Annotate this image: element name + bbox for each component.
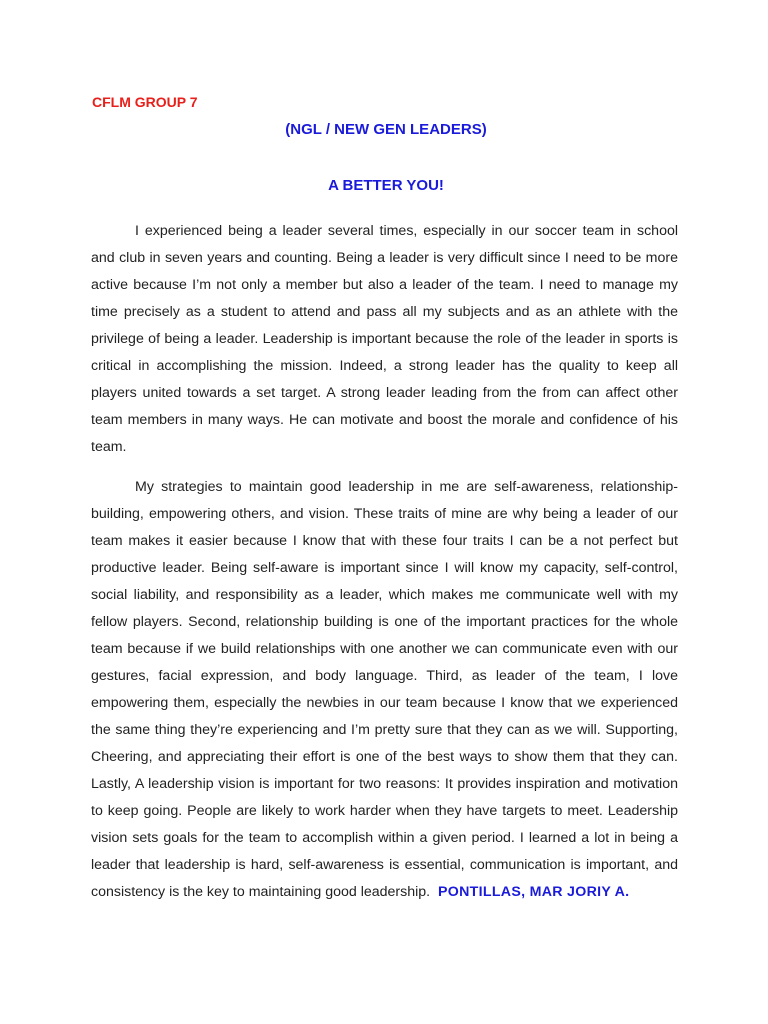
- body-paragraph: [91, 474, 678, 906]
- group-label: CFLM GROUP 7: [92, 94, 198, 110]
- body-paragraph-text: My strategies to maintain good leadership in me are self-awareness, relationship-building, empowering others, and vision. These traits of mine are why being a leader of our team makes it easier because I know that with these four traits I can be a not perfect but productive leader. Being self-aware is important since I will know my capacity, self-control, social liability, and responsibility as a leader, which makes me communicate well with my fellow players. Second, relationship building is one of the important practices for the whole team because if we build relationships with one another we can communicate even with our gestures, facial expression, and body language. Third, as leader of the team, I love empowering them, especially the newbies in our team because I know that we experienced the same thing they’re experiencing and I’m pretty sure that they can as we will. Supporting, Cheering, and appreciating their effort is one of the best ways to show them that they can. Lastly, A leadership vision is important for two reasons: It provides inspiration and motivation to keep going. People are likely to work harder when they have targets to meet. Leadership vision sets goals for the team to accomplish within a given period. I learned a lot in being a leader that leadership is hard, self-awareness is essential, communication is important, and consistency is the key to maintaining good leadership.: [91, 479, 678, 900]
- author-name: PONTILLAS, MAR JORIY A.: [438, 884, 630, 900]
- body-paragraph: I experienced being a leader several times, especially in our soccer team in school and club in seven years and counting. Being a leader is very difficult since I need to be more active because I’m not only a member but also a leader of the team. I need to manage my time precisely as a student to attend and pass all my subjects and as an athlete with the privilege of being a leader. Leadership is important because the role of the leader in sports is critical in accomplishing the mission. Indeed, a strong leader has the quality to keep all players united towards a set target. A strong leader leading from the from can affect other team members in many ways. He can motivate and boost the morale and confidence of his team.: [91, 223, 678, 455]
- document-title: A BETTER YOU!: [328, 177, 444, 194]
- document-subtitle: (NGL / NEW GEN LEADERS): [285, 121, 487, 138]
